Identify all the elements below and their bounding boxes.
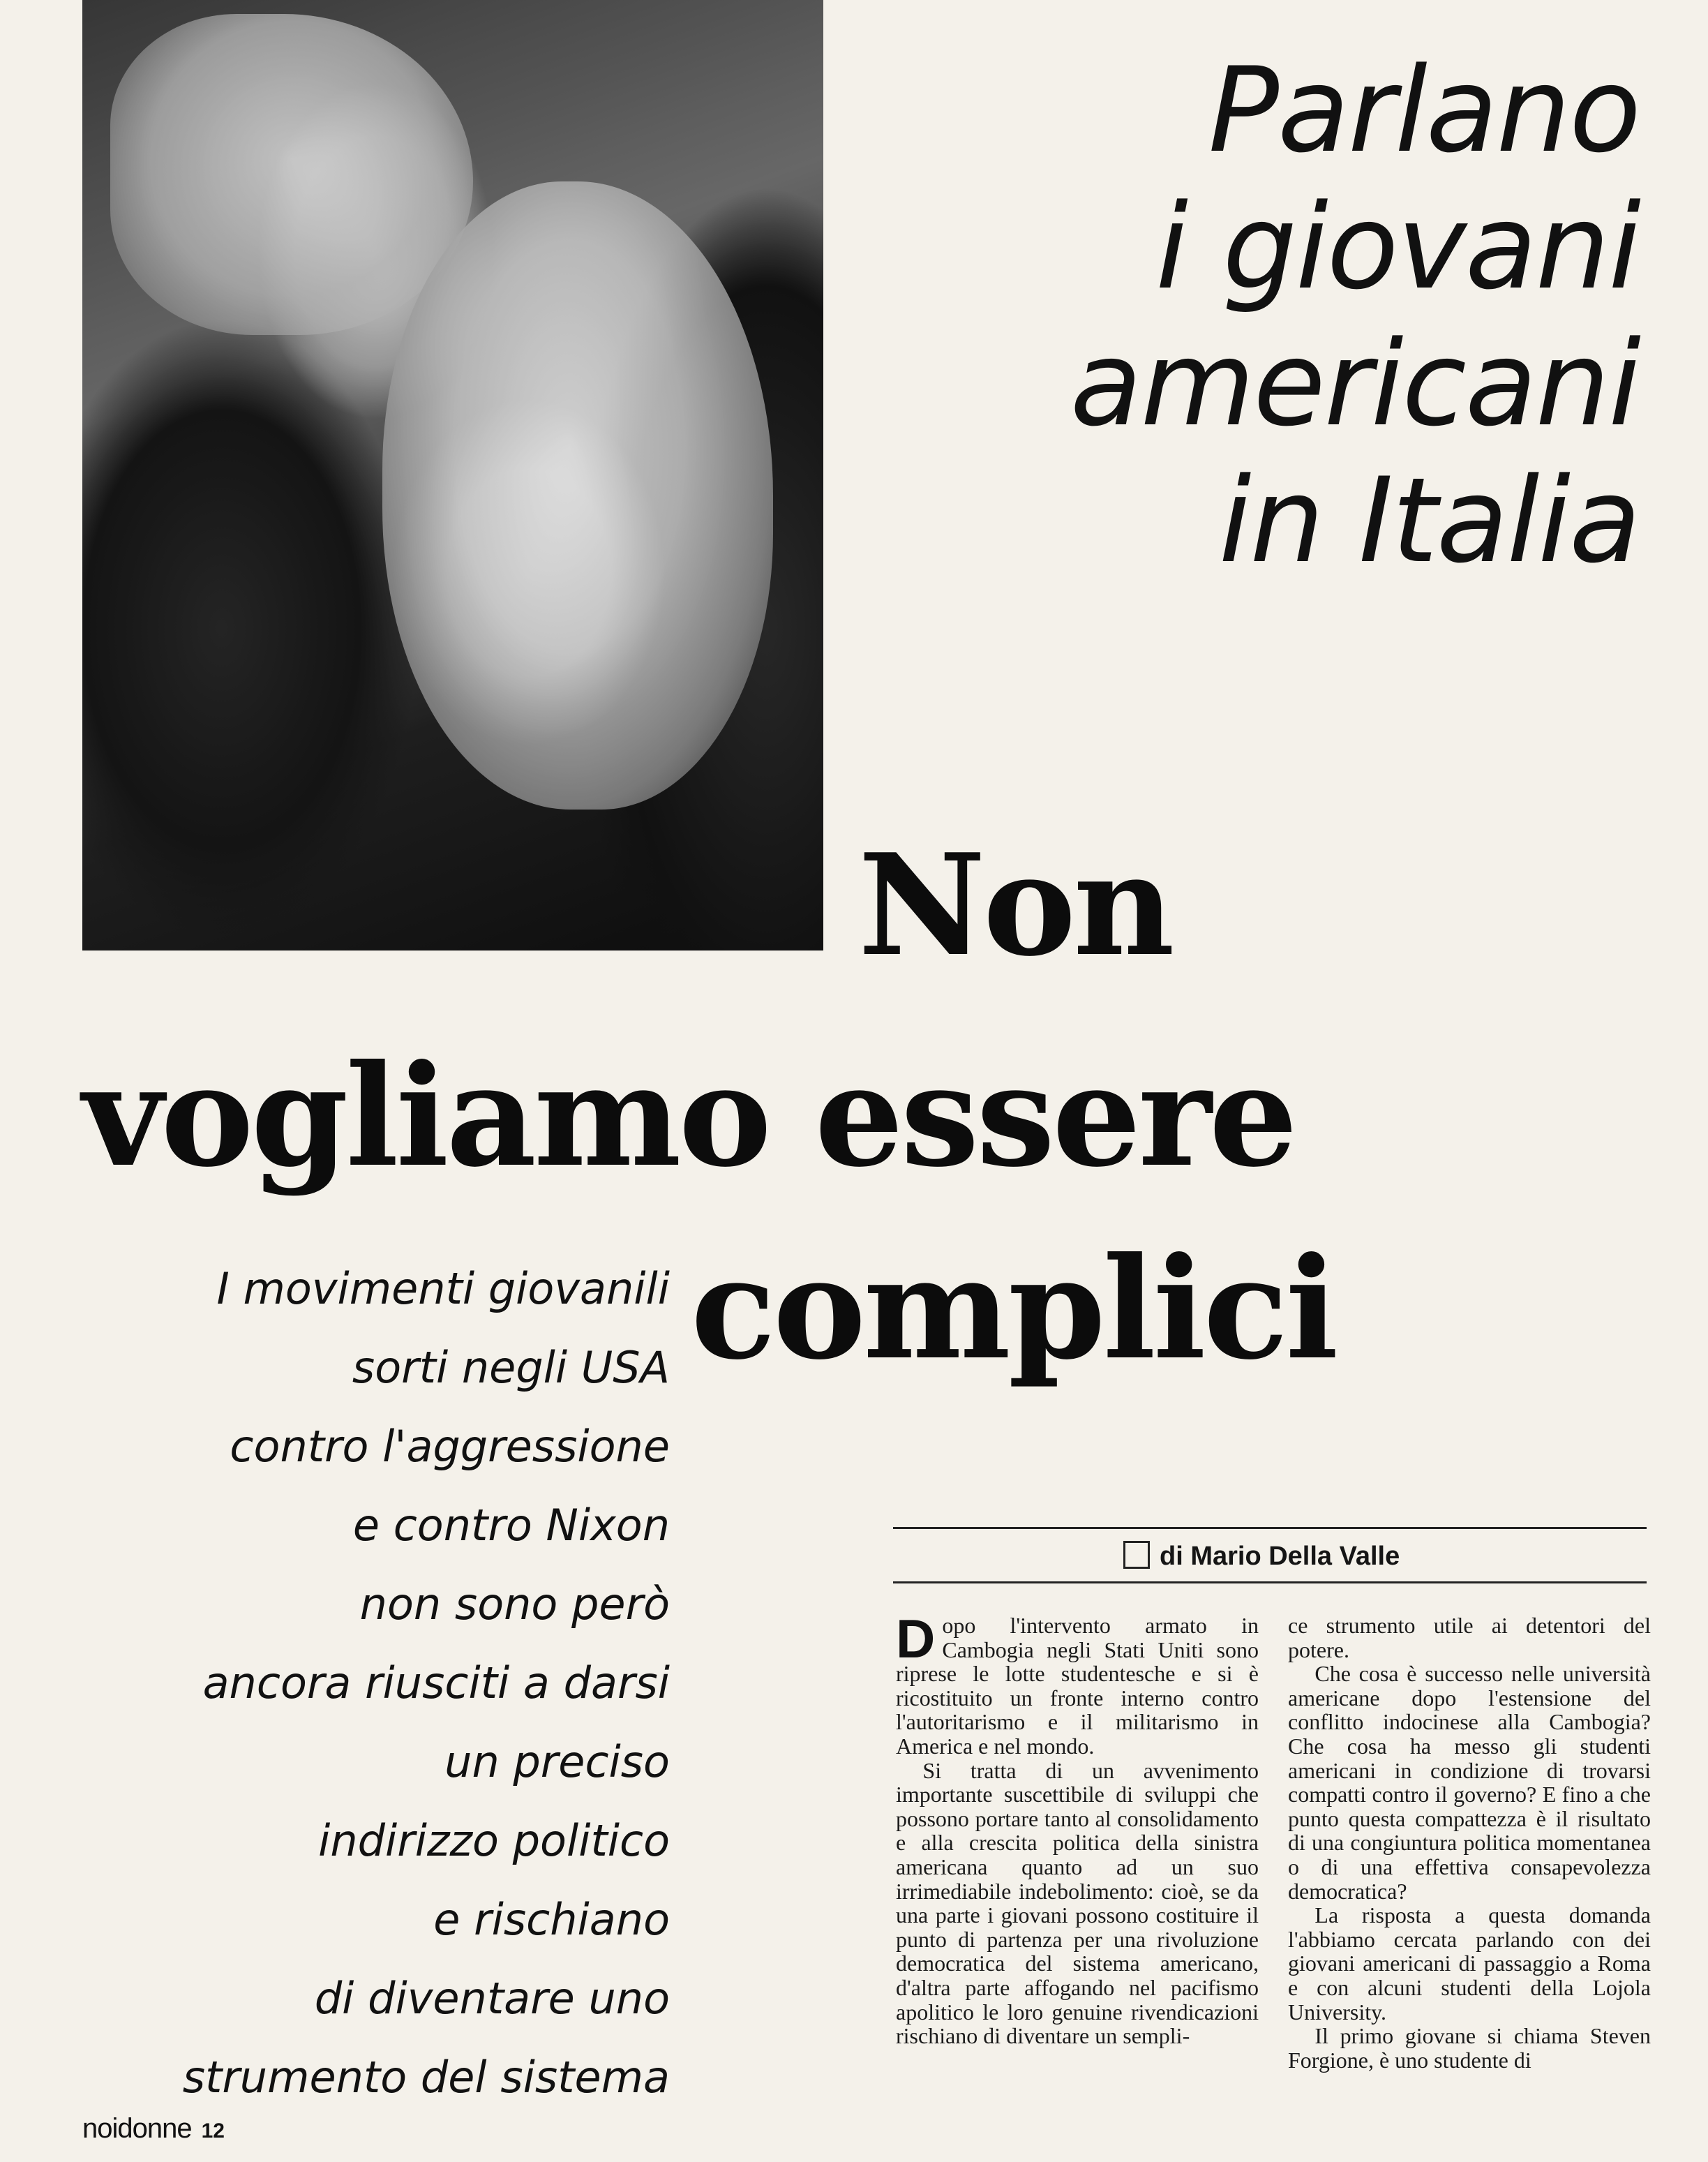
article-paragraph: Si tratta di un avvenimento importante suscettibile di sviluppi che possono portare tanto al consolidamento e alla crescita politica della sinistra americana quanto ad un suo irrimediabile indebolimento: cioè, se da una parte i giovani possono costituire il punto di partenza per una rivoluzione democratica del sistema americano, d'altra parte affogando nel pacifismo apolitico le loro genuine rivendicazioni rischiano di diventare un sempli- [896, 1757, 1259, 2049]
byline-rule-top [893, 1527, 1647, 1529]
deck-line: I movimenti giovanili [216, 1263, 670, 1314]
article-paragraph [896, 1608, 1259, 1759]
article-paragraph: La risposta a questa domanda l'abbiamo cercata parlando con dei giovani americani di passaggio a Roma e con alcuni studenti della Lojola University. [1288, 1902, 1651, 2025]
deck-line: strumento del sistema [182, 2052, 670, 2103]
headline-title-line: Non [858, 823, 1172, 987]
article-paragraph: Il primo giovane si chiama Steven Forgione, è uno studente di [1288, 2023, 1651, 2073]
page-footer [82, 2113, 225, 2148]
deck-line: contro l'aggressione [230, 1421, 670, 1472]
kicker-line: in Italia [1218, 452, 1640, 589]
article-deck [91, 1249, 670, 2117]
deck-line: ancora riusciti a darsi [202, 1657, 670, 1708]
deck-line: un preciso [444, 1736, 670, 1787]
kicker-line: Parlano [1208, 42, 1640, 179]
article-paragraph: Che cosa è successo nelle università americane dopo l'estensione del conflitto indocinese alla Cambogia? Che cosa ha messo gli studenti americani in condizione di trovarsi compatti contro il governo? E fino a che punto questa compattezza è il risultato di una congiuntura politica momentanea o di una effettiva consapevolezza democratica? [1288, 1661, 1651, 1904]
headline-kicker [816, 42, 1640, 589]
photo-face [382, 181, 773, 810]
byline [1123, 1539, 1400, 1574]
checkbox-square-icon [1123, 1541, 1150, 1569]
headline-title-line: vogliamo essere [82, 1034, 1295, 1198]
byline-text: di Mario Della Valle [1160, 1542, 1400, 1571]
kicker-line: americani [1070, 315, 1640, 452]
page-number: 12 [201, 2119, 225, 2142]
deck-line: e rischiano [433, 1894, 670, 1945]
deck-line: di diventare uno [314, 1973, 670, 2024]
photo-hand [110, 14, 473, 335]
deck-line: e contro Nixon [352, 1500, 670, 1551]
deck-line: non sono però [359, 1579, 670, 1630]
drop-cap: D [896, 1608, 936, 1669]
headline-title-line: complici [691, 1227, 1336, 1391]
article-column-1 [896, 1608, 1259, 2049]
kicker-line: i giovani [1155, 179, 1640, 315]
magazine-name: noidonne [82, 2113, 192, 2144]
deck-line: sorti negli USA [352, 1342, 670, 1393]
article-column-2 [1288, 1613, 1651, 2072]
paragraph-text: opo l'intervento armato in Cambogia negli Stati Uniti sono riprese le lotte studentesche e si è ricostituito un fronte interno contro l'autoritarismo e il militarismo in America e nel mondo. [896, 1613, 1259, 1759]
article-paragraph: ce strumento utile ai detentori del potere. [1288, 1613, 1651, 1662]
deck-line: indirizzo politico [318, 1815, 670, 1866]
portrait-photo [82, 0, 823, 950]
byline-rule-bottom [893, 1581, 1647, 1583]
